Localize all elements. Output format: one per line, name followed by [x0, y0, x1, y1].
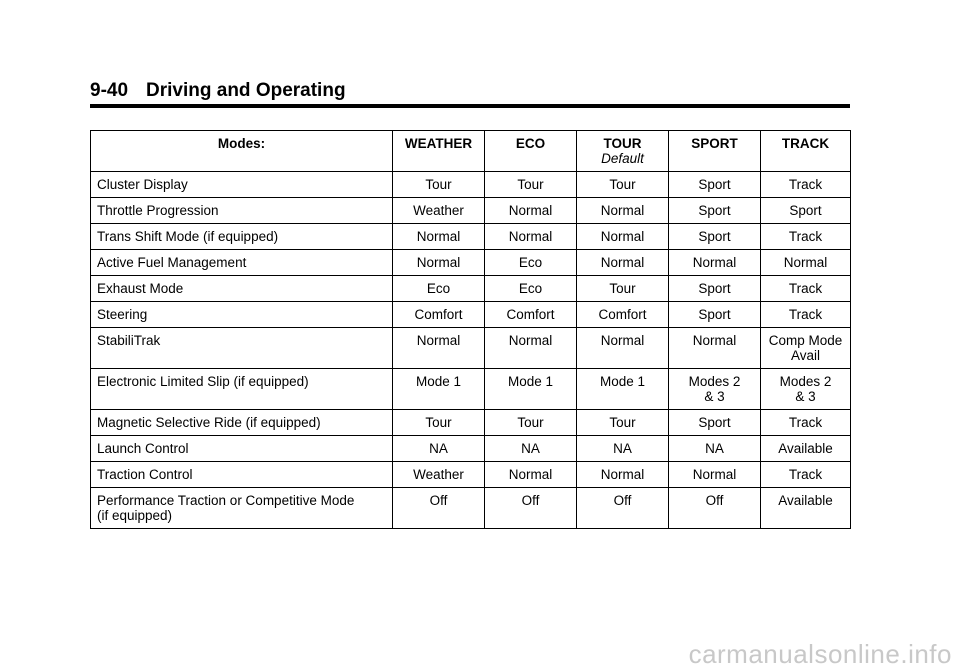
- column-label: TOUR: [603, 136, 642, 151]
- table-row: [91, 276, 851, 302]
- header-rule: [90, 104, 850, 108]
- mode-value-cell: Off: [577, 488, 669, 529]
- mode-value-cell: NA: [485, 436, 577, 462]
- table-row: [91, 369, 851, 410]
- table-row: [91, 224, 851, 250]
- mode-value-cell: Normal: [577, 224, 669, 250]
- mode-value-cell: Normal: [669, 328, 761, 369]
- watermark: carmanualsonline.info: [688, 639, 952, 669]
- page-number: 9-40: [90, 80, 129, 101]
- header-title: [90, 80, 850, 104]
- mode-value-cell: Tour: [577, 172, 669, 198]
- mode-value-cell: Normal: [669, 250, 761, 276]
- mode-value-cell: Sport: [669, 276, 761, 302]
- column-label: TRACK: [781, 136, 830, 151]
- mode-value-cell: Comfort: [485, 302, 577, 328]
- mode-value-cell: Available: [761, 488, 851, 529]
- mode-value-cell: Tour: [485, 410, 577, 436]
- mode-value-cell: Mode 1: [485, 369, 577, 410]
- column-header: [393, 131, 485, 172]
- mode-value-cell: Mode 1: [393, 369, 485, 410]
- mode-value-cell: Normal: [577, 462, 669, 488]
- mode-value-cell: Mode 1: [577, 369, 669, 410]
- feature-cell: Traction Control: [91, 462, 393, 488]
- column-header: [761, 131, 851, 172]
- mode-value-cell: Eco: [485, 276, 577, 302]
- table-body: [91, 172, 851, 529]
- mode-value-cell: Off: [485, 488, 577, 529]
- mode-value-cell: Track: [761, 172, 851, 198]
- mode-value-cell: Track: [761, 224, 851, 250]
- mode-value-cell: Normal: [485, 462, 577, 488]
- mode-value-cell: Tour: [577, 276, 669, 302]
- feature-cell: Cluster Display: [91, 172, 393, 198]
- mode-value-cell: Off: [669, 488, 761, 529]
- column-label: ECO: [515, 136, 546, 151]
- column-header: [577, 131, 669, 172]
- mode-value-cell: NA: [393, 436, 485, 462]
- mode-value-cell: Weather: [393, 462, 485, 488]
- mode-value-cell: Sport: [669, 198, 761, 224]
- section-title: Driving and Operating: [146, 80, 346, 101]
- mode-value-cell: Tour: [485, 172, 577, 198]
- mode-value-cell: Normal: [577, 198, 669, 224]
- table-row: [91, 462, 851, 488]
- column-sublabel: Default: [601, 151, 644, 166]
- table-row: [91, 250, 851, 276]
- mode-value-cell: Eco: [485, 250, 577, 276]
- column-header: [669, 131, 761, 172]
- mode-value-cell: Modes 2 & 3: [669, 369, 761, 410]
- mode-value-cell: Track: [761, 302, 851, 328]
- feature-cell: Steering: [91, 302, 393, 328]
- mode-value-cell: Comfort: [393, 302, 485, 328]
- feature-cell: Launch Control: [91, 436, 393, 462]
- mode-value-cell: Track: [761, 410, 851, 436]
- table-row: [91, 172, 851, 198]
- mode-value-cell: Normal: [393, 250, 485, 276]
- mode-value-cell: Comfort: [577, 302, 669, 328]
- feature-cell: Active Fuel Management: [91, 250, 393, 276]
- table-row: [91, 198, 851, 224]
- modes-label: Modes:: [91, 131, 393, 172]
- table-row: [91, 488, 851, 529]
- mode-value-cell: Tour: [393, 172, 485, 198]
- mode-value-cell: Normal: [577, 328, 669, 369]
- mode-value-cell: Sport: [761, 198, 851, 224]
- mode-value-cell: NA: [669, 436, 761, 462]
- mode-value-cell: Tour: [577, 410, 669, 436]
- mode-value-cell: Normal: [577, 250, 669, 276]
- column-header: [485, 131, 577, 172]
- mode-value-cell: Normal: [393, 328, 485, 369]
- mode-value-cell: Normal: [485, 328, 577, 369]
- mode-value-cell: Normal: [485, 198, 577, 224]
- mode-value-cell: Modes 2 & 3: [761, 369, 851, 410]
- mode-value-cell: Normal: [485, 224, 577, 250]
- mode-value-cell: Normal: [669, 462, 761, 488]
- column-label: SPORT: [691, 136, 738, 151]
- mode-value-cell: NA: [577, 436, 669, 462]
- mode-value-cell: Weather: [393, 198, 485, 224]
- mode-value-cell: Comp Mode Avail: [761, 328, 851, 369]
- mode-value-cell: Eco: [393, 276, 485, 302]
- feature-cell: Exhaust Mode: [91, 276, 393, 302]
- table-row: [91, 410, 851, 436]
- mode-value-cell: Sport: [669, 302, 761, 328]
- mode-value-cell: Normal: [393, 224, 485, 250]
- feature-cell: Performance Traction or Competitive Mode (if equipped): [91, 488, 393, 529]
- column-label: WEATHER: [404, 136, 473, 151]
- table-row: [91, 302, 851, 328]
- table-header-row: [91, 131, 851, 172]
- page-header: [90, 80, 850, 108]
- feature-cell: Throttle Progression: [91, 198, 393, 224]
- mode-value-cell: Off: [393, 488, 485, 529]
- mode-value-cell: Track: [761, 276, 851, 302]
- drive-modes-table: [90, 130, 851, 529]
- mode-value-cell: Available: [761, 436, 851, 462]
- table-row: [91, 436, 851, 462]
- feature-cell: StabiliTrak: [91, 328, 393, 369]
- feature-cell: Electronic Limited Slip (if equipped): [91, 369, 393, 410]
- mode-value-cell: Tour: [393, 410, 485, 436]
- mode-value-cell: Sport: [669, 410, 761, 436]
- mode-value-cell: Sport: [669, 224, 761, 250]
- mode-value-cell: Normal: [761, 250, 851, 276]
- feature-cell: Trans Shift Mode (if equipped): [91, 224, 393, 250]
- mode-value-cell: Track: [761, 462, 851, 488]
- mode-value-cell: Sport: [669, 172, 761, 198]
- feature-cell: Magnetic Selective Ride (if equipped): [91, 410, 393, 436]
- table-row: [91, 328, 851, 369]
